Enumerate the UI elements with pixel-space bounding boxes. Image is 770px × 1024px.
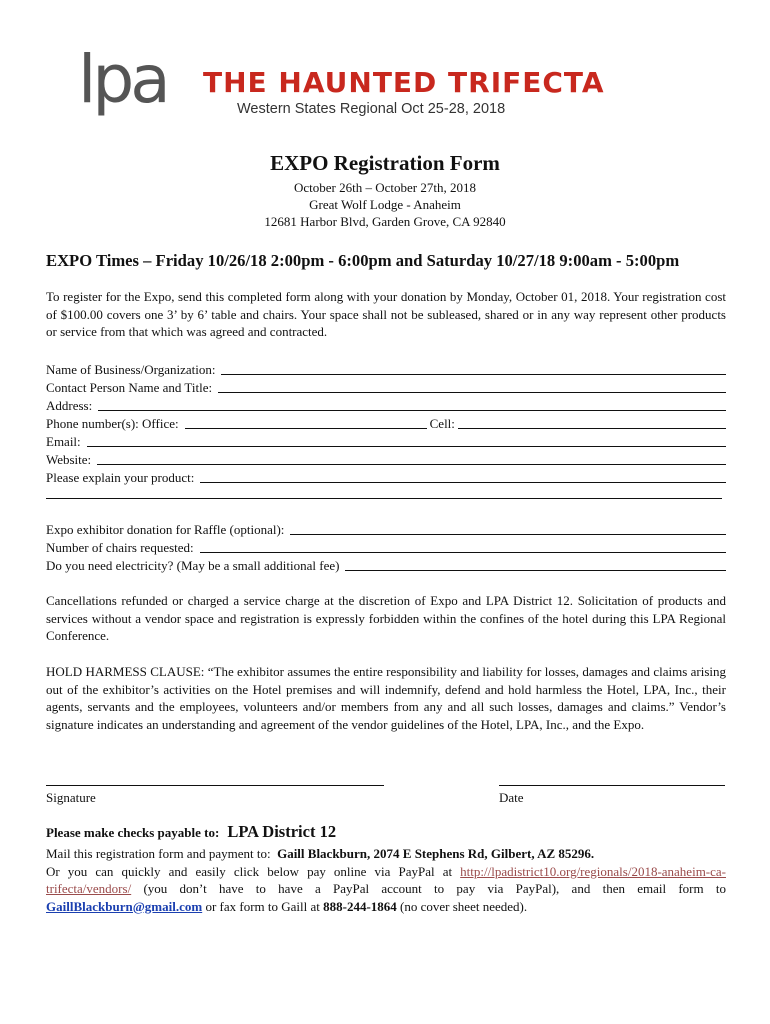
business-name-field[interactable] bbox=[46, 360, 726, 378]
raffle-field[interactable] bbox=[46, 520, 726, 538]
product-extra-line[interactable] bbox=[46, 498, 722, 499]
date-line[interactable] bbox=[499, 785, 725, 786]
address-label: Address: bbox=[46, 398, 93, 413]
form-title: EXPO Registration Form bbox=[270, 151, 500, 175]
venue-address: 12681 Harbor Blvd, Garden Grove, CA 92840 bbox=[264, 214, 506, 229]
electricity-label: Do you need electricity? (May be a small additional fee) bbox=[46, 558, 340, 573]
phone-office-label: Phone number(s): Office: bbox=[46, 416, 179, 431]
expo-times: EXPO Times – Friday 10/26/18 2:00pm - 6:00pm and Saturday 10/27/18 9:00am - 5:00pm bbox=[46, 251, 680, 270]
electricity-line[interactable] bbox=[345, 558, 726, 571]
event-title: THE HAUNTED TRIFECTA bbox=[203, 66, 605, 99]
fax-note: (no cover sheet needed). bbox=[400, 898, 528, 914]
paypal-link[interactable]: http://lpadistrict10.org/regionals/2018-anaheim-ca-trifecta/vendors/ bbox=[46, 863, 726, 896]
signature-label: Signature bbox=[46, 790, 96, 805]
signature-line[interactable] bbox=[46, 785, 384, 786]
event-dates: October 26th – October 27th, 2018 bbox=[294, 180, 476, 195]
mail-intro: Mail this registration form and payment to: bbox=[46, 846, 271, 861]
event-subtitle: Western States Regional Oct 25-28, 2018 bbox=[237, 101, 506, 117]
raffle-line[interactable] bbox=[290, 522, 726, 535]
phone-field[interactable] bbox=[46, 414, 726, 432]
phone-cell-line[interactable] bbox=[458, 416, 726, 429]
chairs-field[interactable] bbox=[46, 538, 726, 556]
website-field[interactable] bbox=[46, 450, 726, 468]
chairs-label: Number of chairs requested: bbox=[46, 540, 194, 555]
contact-person-field[interactable] bbox=[46, 378, 726, 396]
cancellation-policy: Cancellations refunded or charged a service charge at the discretion of Expo and LPA District 12. Solicitation of products and services without a vendor space and registration is expressly forbidden within the confines of the hotel during this LPA Regional Conference. bbox=[46, 593, 726, 643]
email-link[interactable]: GaillBlackburn@gmail.com bbox=[46, 898, 203, 914]
website-line[interactable] bbox=[97, 452, 726, 465]
checks-payable bbox=[46, 822, 336, 842]
payee-name: LPA District 12 bbox=[227, 822, 337, 841]
product-field[interactable] bbox=[46, 468, 726, 486]
mail-instructions bbox=[46, 845, 726, 915]
address-line[interactable] bbox=[98, 398, 726, 411]
logo-text: lpa bbox=[78, 44, 167, 116]
paypal-note: (you don’t have to have a PayPal account to pay via PayPal), and then email form to bbox=[143, 881, 726, 896]
website-label: Website: bbox=[46, 452, 92, 467]
product-label: Please explain your product: bbox=[46, 470, 195, 485]
electricity-field[interactable] bbox=[46, 556, 726, 574]
email-line[interactable] bbox=[87, 434, 726, 447]
contact-person-line[interactable] bbox=[218, 380, 726, 393]
hold-harmless-clause: HOLD HARMESS CLAUSE: “The exhibitor assumes the entire responsibility and liability for losses, damages and claims arising out of the exhibitor’s activities on the Hotel premises and will indemnify, defend and hold harmless the Hotel, LPA, Inc., their agents, servants and the employees, volunteers and/or members from any and all such losses, damages and claims.” Vendor’s signature indicates an understanding and agreement of the vendor guidelines of the Hotel, LPA, Inc., and the Expo. bbox=[46, 664, 726, 732]
phone-cell-label: Cell: bbox=[429, 416, 455, 431]
fax-number: 888-244-1864 bbox=[323, 898, 397, 914]
email-field[interactable] bbox=[46, 432, 726, 450]
business-name-line[interactable] bbox=[221, 362, 726, 375]
chairs-line[interactable] bbox=[200, 540, 726, 553]
event-venue: Great Wolf Lodge - Anaheim bbox=[309, 197, 461, 212]
fax-text: or fax form to Gaill at bbox=[205, 898, 320, 914]
product-line[interactable] bbox=[200, 470, 726, 483]
address-field[interactable] bbox=[46, 396, 726, 414]
checks-label: Please make checks payable to: bbox=[46, 825, 220, 840]
business-name-label: Name of Business/Organization: bbox=[46, 362, 216, 377]
raffle-label: Expo exhibitor donation for Raffle (optional): bbox=[46, 522, 285, 537]
phone-office-line[interactable] bbox=[185, 416, 427, 429]
lpa-logo bbox=[78, 44, 170, 116]
intro-paragraph: To register for the Expo, send this completed form along with your donation by Monday, October 01, 2018. Your registration cost of $100.00 covers one 3’ by 6’ table and chairs. Your space shall not be subleased, shared or in any way represent other products or service from that which was agreed and contracted. bbox=[46, 289, 726, 339]
paypal-intro: Or you can quickly and easily click below pay online via PayPal at bbox=[46, 863, 453, 879]
event-header bbox=[78, 42, 698, 122]
contact-person-label: Contact Person Name and Title: bbox=[46, 380, 213, 395]
mail-address: Gaill Blackburn, 2074 E Stephens Rd, Gilbert, AZ 85296. bbox=[277, 846, 595, 861]
date-label: Date bbox=[499, 790, 524, 805]
email-label: Email: bbox=[46, 434, 81, 449]
